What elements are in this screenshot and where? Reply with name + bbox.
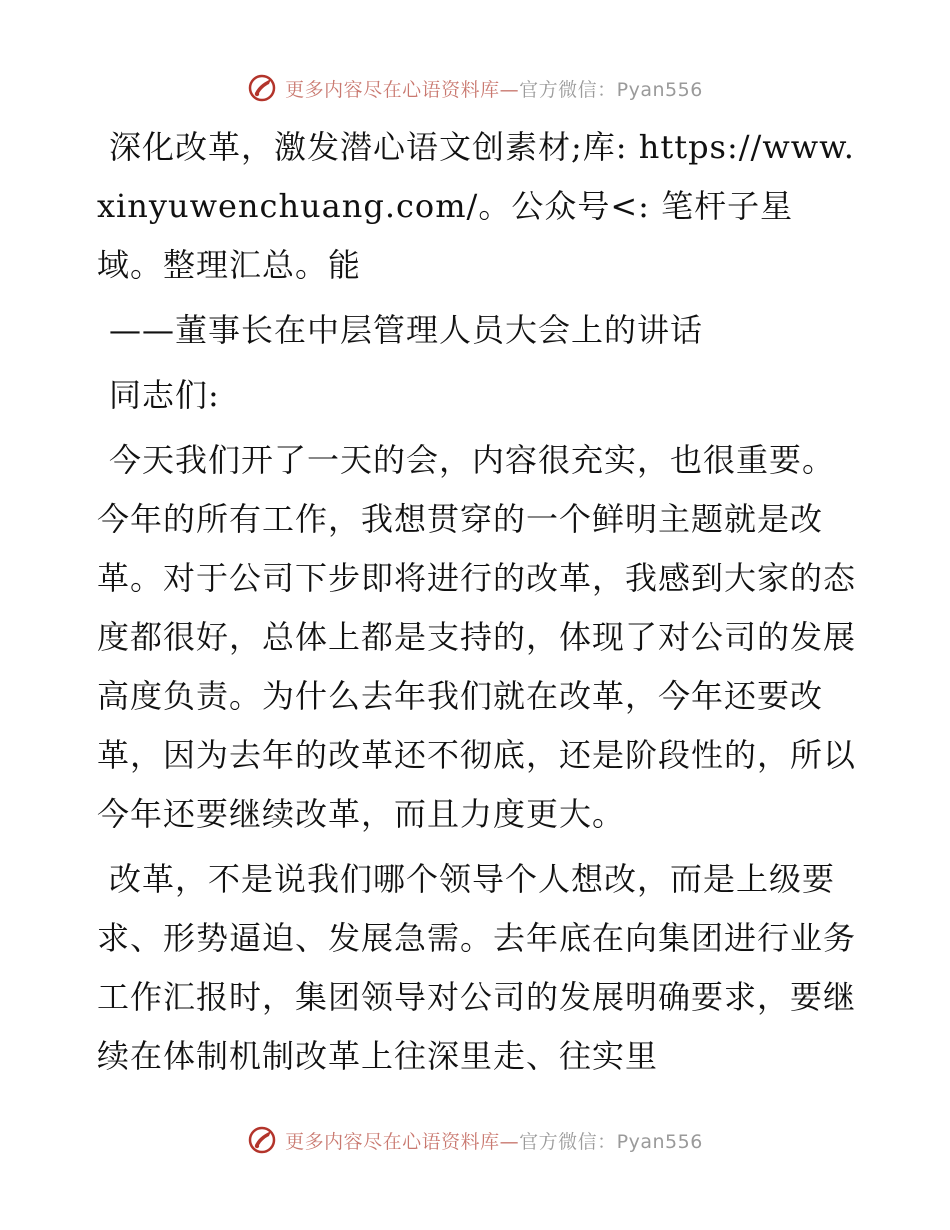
footer-banner	[0, 1120, 950, 1160]
paragraph-body-2: 改革，不是说我们哪个领导个人想改，而是上级要求、形势逼迫、发展急需。去年底在向集团进行业务工作汇报时，集团领导对公司的发展明确要求，要继续在体制机制改革上往深里走、往实里	[97, 860, 857, 1075]
paragraph-intro: 深化改革，激发潜心语文创素材;库: https://www.xinyuwenchuang.com/。公众号<: 笔杆子星域。整理汇总。能	[97, 128, 855, 284]
banner-wechat: 官方微信：Pyan556	[519, 1130, 703, 1153]
brush-seal-logo-icon	[247, 1125, 277, 1155]
paragraph-salutation: 同志们:	[109, 376, 220, 414]
banner-title: 更多内容尽在心语资料库—	[285, 1130, 520, 1153]
paragraph-body-1: 今天我们开了一天的会，内容很充实，也很重要。今年的所有工作，我想贯穿的一个鲜明主题就是改革。对于公司下步即将进行的改革，我感到大家的态度都很好，总体上都是支持的，体现了对公司的发展高度负责。为什么去年我们就在改革，今年还要改革，因为去年的改革还不彻底，还是阶段性的，所以今年还要继续改革，而且力度更大。	[97, 441, 857, 833]
paragraph-subtitle: ——董事长在中层管理人员大会上的讲话	[109, 311, 704, 349]
document-body	[97, 118, 857, 1086]
brush-seal-logo-icon	[247, 73, 277, 103]
banner-title: 更多内容尽在心语资料库—	[285, 78, 520, 101]
header-banner	[0, 68, 950, 108]
banner-wechat: 官方微信：Pyan556	[519, 78, 703, 101]
